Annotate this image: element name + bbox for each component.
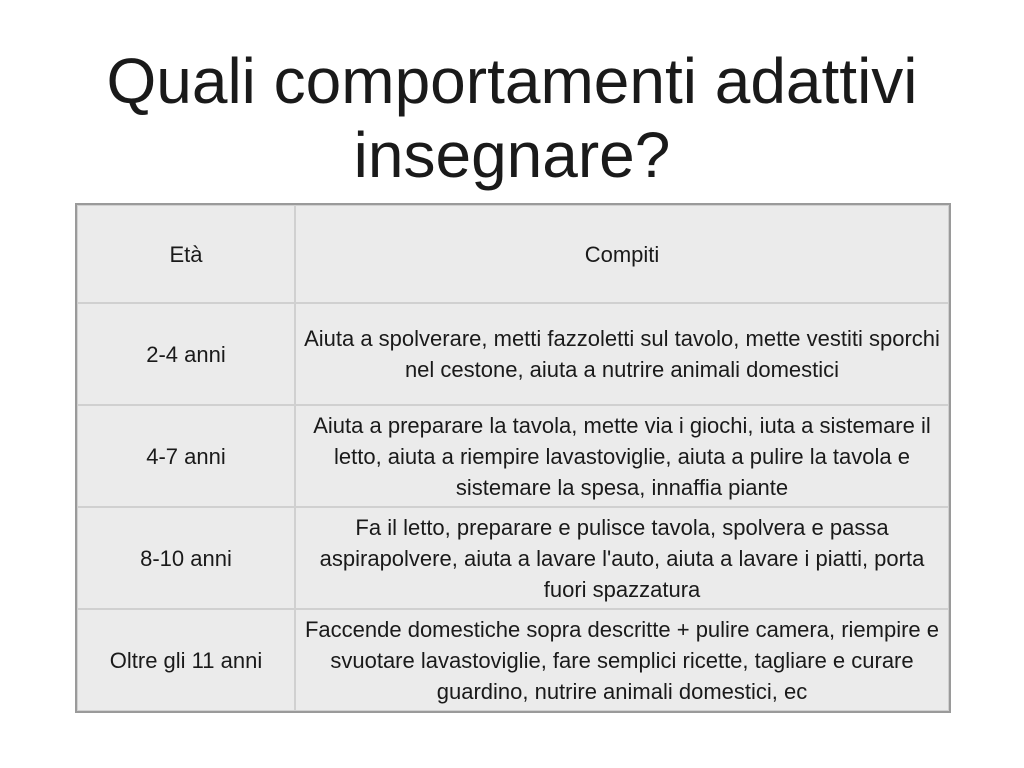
- header-tasks: Compiti: [295, 205, 949, 303]
- chores-table: [76, 204, 950, 712]
- row-age-cell: Oltre gli 11 anni: [77, 609, 295, 711]
- table-row: [77, 609, 949, 711]
- table-row: [77, 303, 949, 405]
- slide-title-line-1: Quali comportamenti adattivi: [106, 45, 918, 117]
- slide-title: [0, 44, 1024, 192]
- row-tasks-cell: Faccende domestiche sopra descritte + pulire camera, riempire e svuotare lavastoviglie, fare semplici ricette, tagliare e curare guardino, nutrire animali domestici, ec: [295, 609, 949, 711]
- table-row: [77, 507, 949, 609]
- slide-title-line-2: insegnare?: [353, 119, 671, 191]
- table-row: [77, 405, 949, 507]
- row-tasks-cell: Fa il letto, preparare e pulisce tavola, spolvera e passa aspirapolvere, aiuta a lavare l'auto, aiuta a lavare i piatti, porta fuori spazzatura: [295, 507, 949, 609]
- row-age-cell: 8-10 anni: [77, 507, 295, 609]
- table-header-row: [77, 205, 949, 303]
- row-tasks-cell: Aiuta a spolverare, metti fazzoletti sul tavolo, mette vestiti sporchi nel cestone, aiuta a nutrire animali domestici: [295, 303, 949, 405]
- row-age-cell: 4-7 anni: [77, 405, 295, 507]
- row-age-cell: 2-4 anni: [77, 303, 295, 405]
- header-age: Età: [77, 205, 295, 303]
- row-tasks-cell: Aiuta a preparare la tavola, mette via i giochi, iuta a sistemare il letto, aiuta a riempire lavastoviglie, aiuta a pulire la tavola e sistemare la spesa, innaffia piante: [295, 405, 949, 507]
